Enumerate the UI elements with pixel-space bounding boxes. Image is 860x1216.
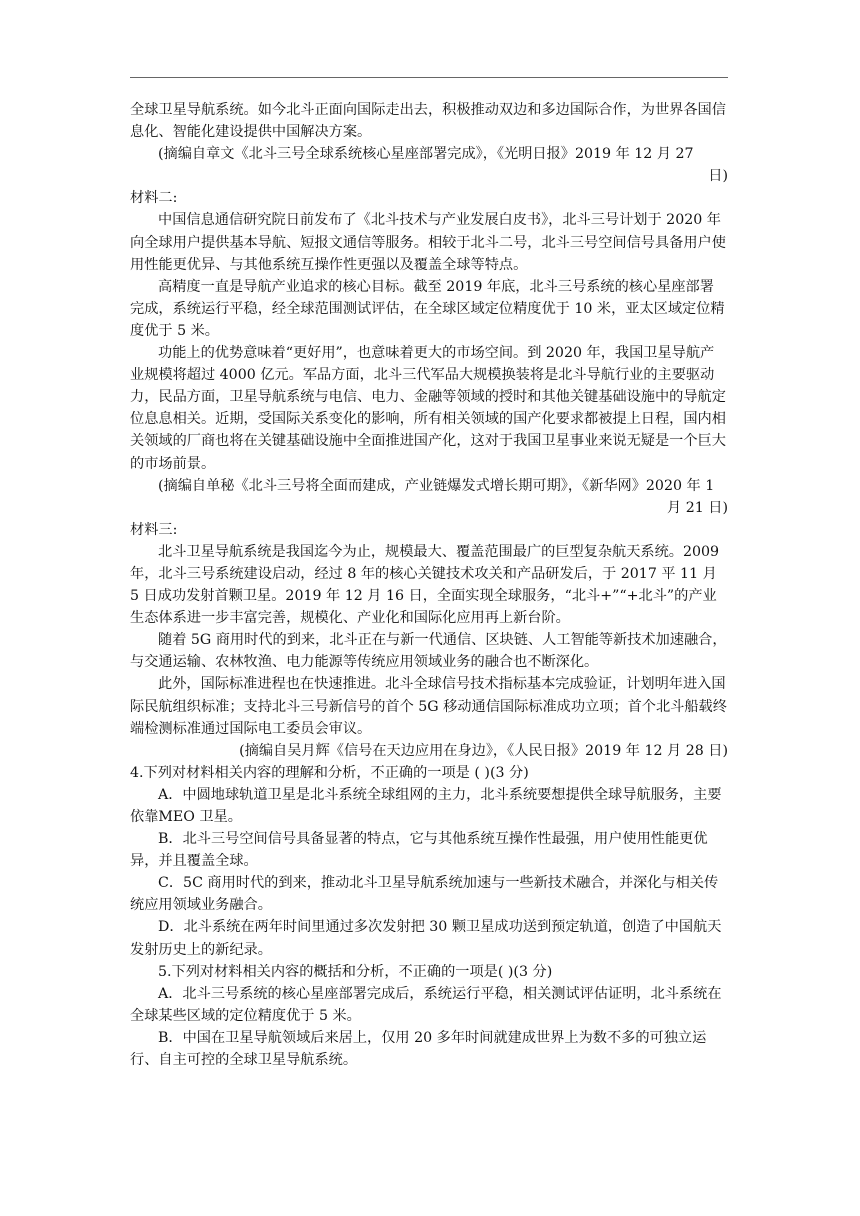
answer-option: C．5C 商用时代的到来，推动北斗卫星导航系统加速与一些新技术融合，并深化与相关传统应用领域业务融合。: [130, 875, 719, 914]
header-rule: [130, 77, 728, 78]
section-heading: 材料二:: [130, 190, 178, 207]
section-heading: 材料三:: [130, 521, 178, 538]
paragraph: 全球卫星导航系统。如今北斗正面向国际走出去，积极推动双边和多边国际合作，为世界各国信息化、智能化建设提供中国解决方案。: [130, 102, 726, 141]
paragraph: 高精度一直是导航产业追求的核心目标。截至 2019 年底，北斗三号系统的核心星座部署完成，系统运行平稳，经全球范围测试评估，在全球区域定位精度优于 10 米，亚太区域定位精度优于 5 米。: [130, 278, 725, 339]
paragraph: 此外，国际标准进程也在快速推进。北斗全球信号技术指标基本完成验证，计划明年进入国际民航组织标准；支持北斗三号新信号的首个 5G 移动通信国际标准成功立项；首个北斗船载终端检测标准通过国际电工委员会审议。: [130, 676, 727, 737]
source-citation: (摘编自单秘《北斗三号将全面而建成，产业链爆发式增长期可期》，《新华网》2020 年 1: [158, 477, 715, 494]
source-citation: (摘编自章文《北斗三号全球系统核心星座部署完成》，《光明日报》2019 年 12 月 27: [158, 146, 694, 163]
paragraph: 功能上的优势意味着“更好用”，也意味着更大的市场空间。到 2020 年，我国卫星导航产业规模将超过 4000 亿元。军品方面，北斗三代军品大规模换装将是北斗导航行业的主要驱动力，民品方面，卫星导航系统与电信、电力、金融等领域的授时和其他关键基础设施中的导航定位息息相关。近期，受国际关系变化的影响，所有相关领域的国产化要求都被提上日程，国内相关领域的厂商也将在关键基础设施中全面推进国产化，这对于我国卫星事业来说无疑是一个巨大的市场前景。: [130, 345, 726, 472]
question: 4.下列对材料相关内容的理解和分析，不正确的一项是 ( )(3 分): [130, 764, 529, 781]
source-citation: (摘编自吴月辉《信号在天边应用在身边》，《人民日报》2019 年 12 月 28 日): [239, 742, 728, 759]
answer-option: D．北斗系统在两年时间里通过多次发射把 30 颗卫星成功送到预定轨道，创造了中国航天发射历史上的新纪录。: [130, 919, 722, 958]
paragraph: 中国信息通信研究院日前发布了《北斗技术与产业发展白皮书》，北斗三号计划于 2020 年向全球用户提供基本导航、短报文通信等服务。相较于北斗二号，北斗三号空间信号具备用户使用性能更优异、与其他系统互操作性更强以及覆盖全球等特点。: [130, 212, 726, 273]
question: 5.下列对材料相关内容的概括和分析，不正确的一项是( )(3 分): [158, 963, 553, 980]
source-citation-cont: 月 21 日): [667, 499, 728, 516]
paragraph: 随着 5G 商用时代的到来，北斗正在与新一代通信、区块链、人工智能等新技术加速融合，与交通运输、农林牧渔、电力能源等传统应用领域业务的融合也不断深化。: [130, 632, 727, 671]
answer-option: A．北斗三号系统的核心星座部署完成后，系统运行平稳，相关测试评估证明，北斗系统在全球某些区域的定位精度优于 5 米。: [130, 985, 722, 1024]
answer-option: A．中圆地球轨道卫星是北斗系统全球组网的主力，北斗系统要想提供全球导航服务，主要依靠MEO 卫星。: [130, 786, 722, 825]
paragraph: 北斗卫星导航系统是我国迄今为止，规模最大、覆盖范围最广的巨型复杂航天系统。2009 年，北斗三号系统建设启动，经过 8 年的核心关键技术攻关和产品研发后，于 2017 平 11 月 5 日成功发射首颗卫星。2019 年 12 月 16 日，全面实现全球服务，“北斗+”“+北斗”的产业生态体系进一步丰富完善，规模化、产业化和国际化应用再上新台阶。: [130, 543, 720, 627]
answer-option: B．中国在卫星导航领域后来居上，仅用 20 多年时间就建成世界上为数不多的可独立运行、自主可控的全球卫星导航系统。: [130, 1029, 707, 1069]
answer-option: B．北斗三号空间信号具备显著的特点，它与其他系统互操作性最强，用户使用性能更优异，并且覆盖全球。: [130, 831, 708, 870]
document-body: [130, 99, 728, 1071]
source-citation-cont: 日): [708, 168, 728, 185]
